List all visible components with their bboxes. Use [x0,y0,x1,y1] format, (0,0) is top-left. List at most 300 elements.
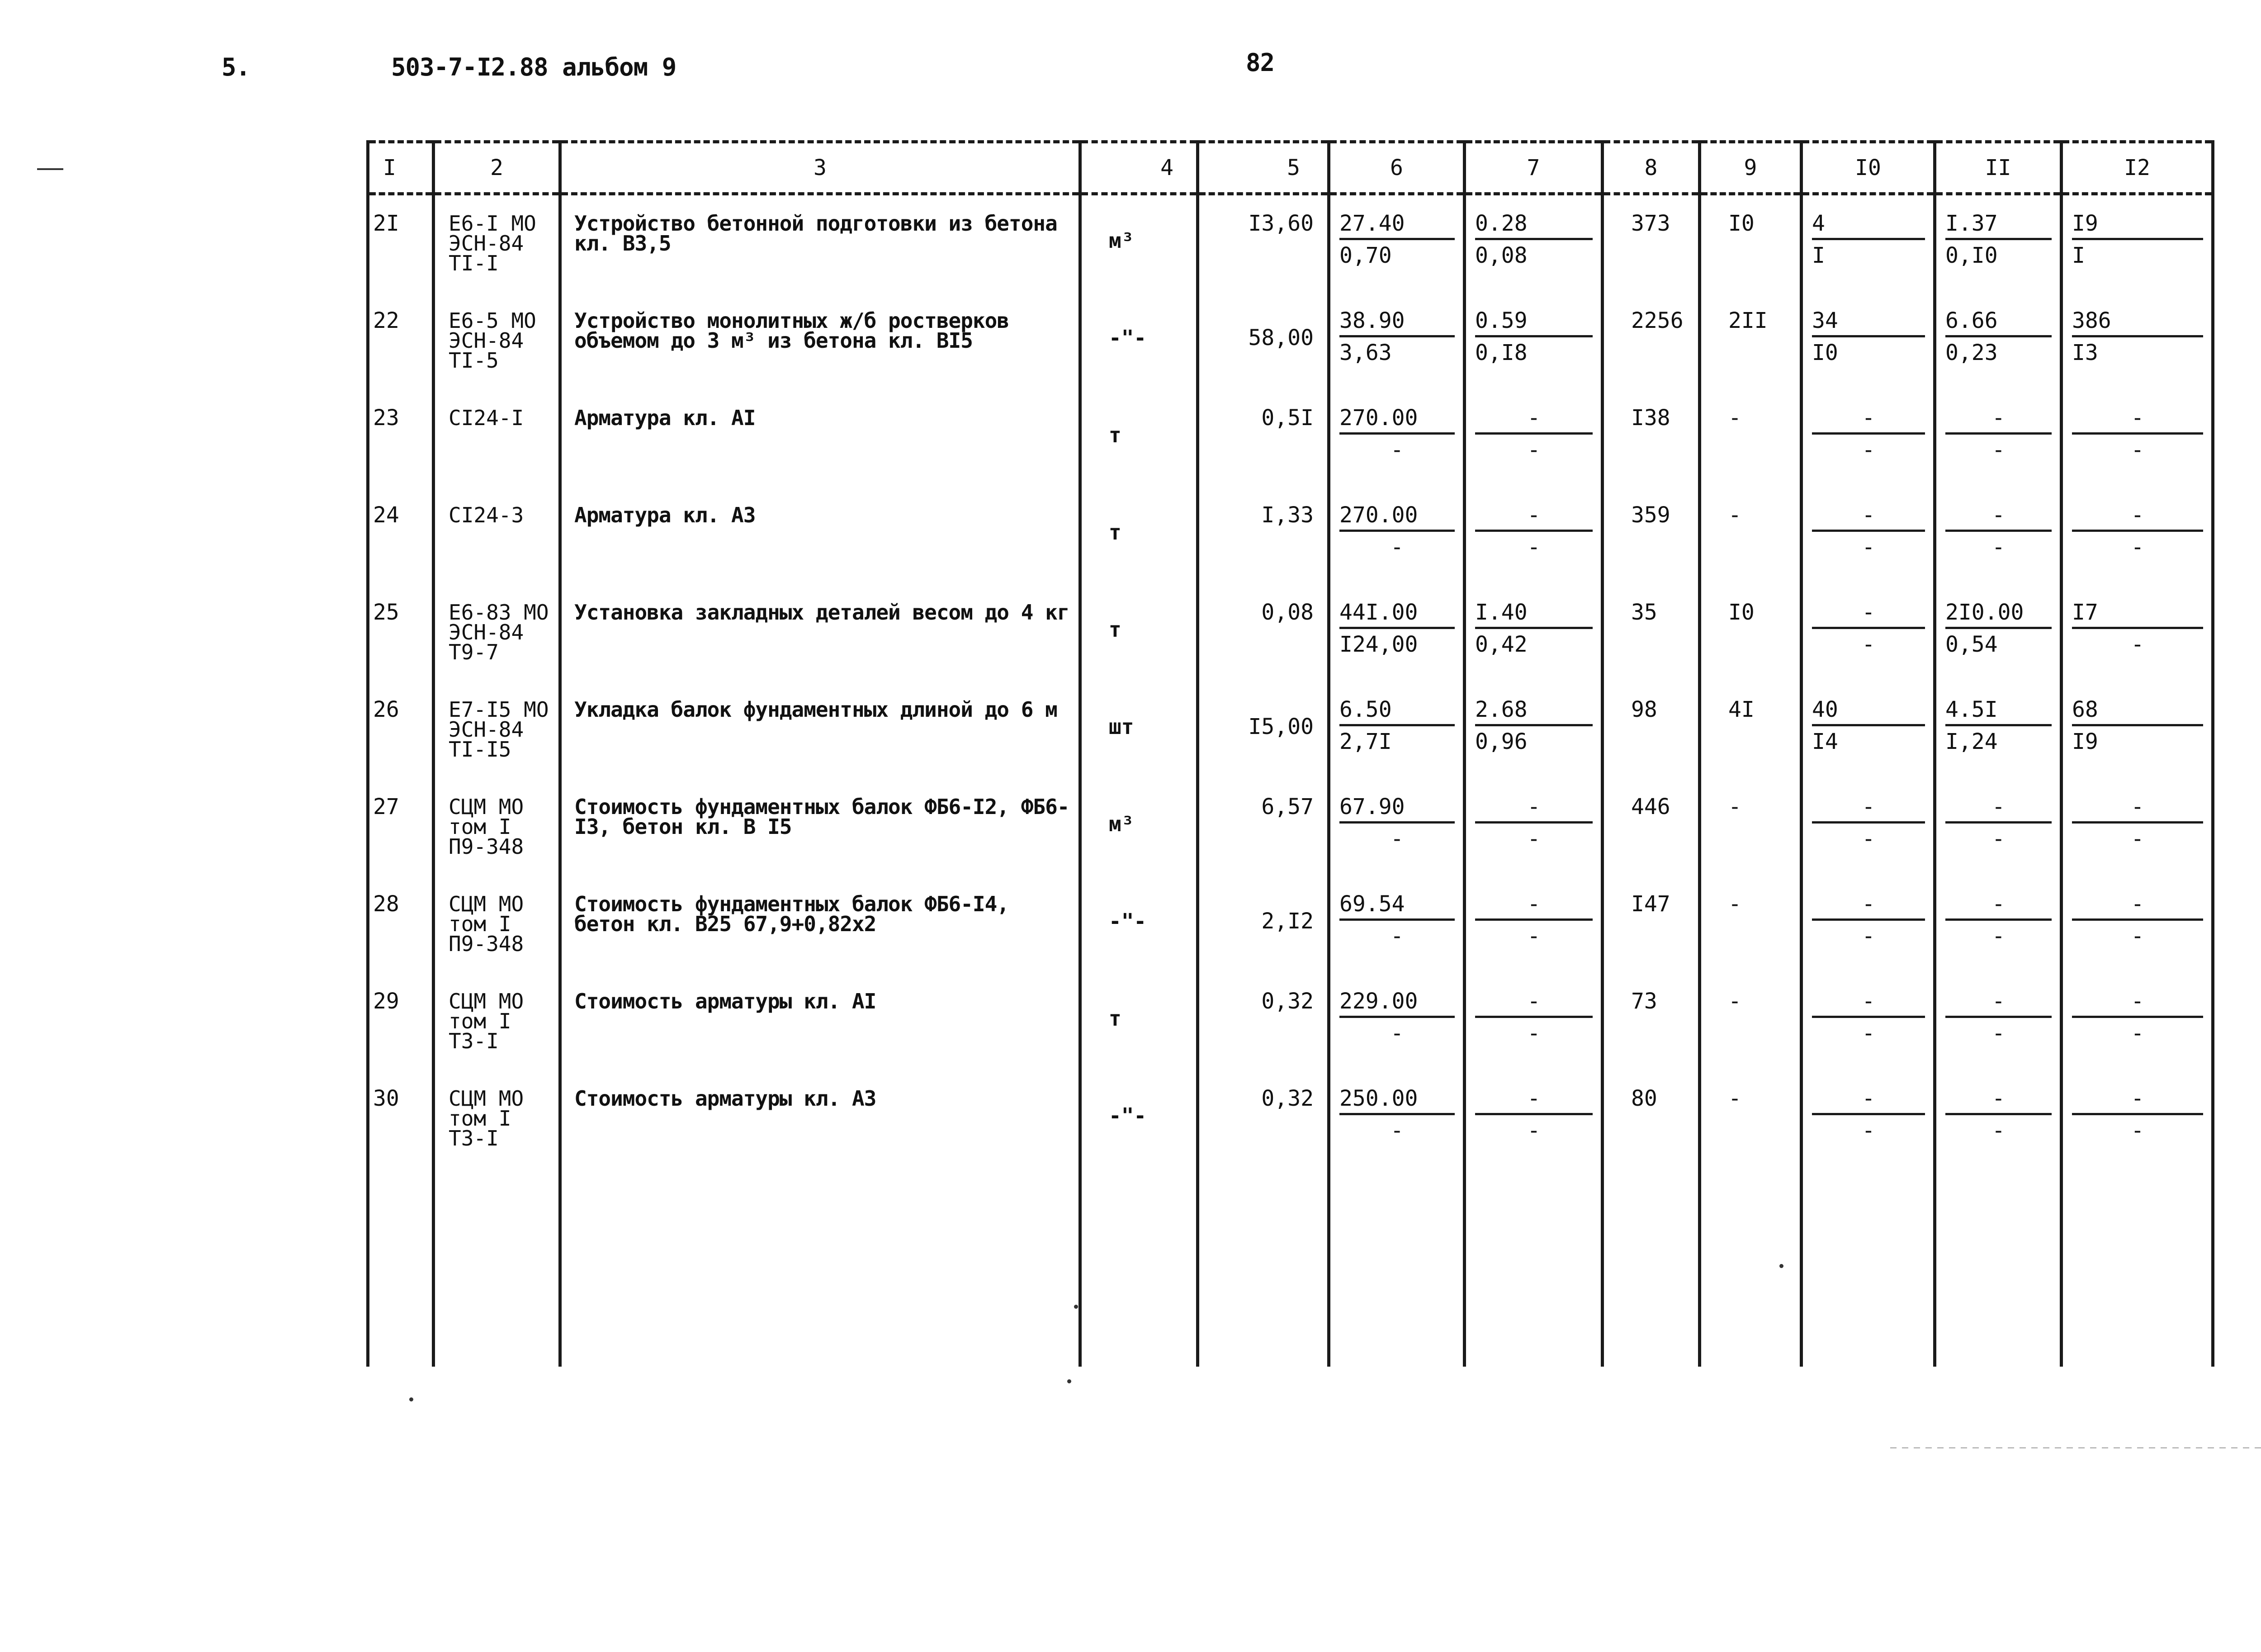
position-number: 30 [373,1086,399,1111]
cell-position [368,1070,434,1168]
cell-c6 [1329,682,1465,779]
fraction-top: 270.00 [1339,408,1455,435]
fraction-top: - [1475,505,1593,532]
fraction-top: 27.40 [1339,213,1455,240]
fraction-c7 [1466,779,1601,852]
fraction-bottom: 0,08 [1475,243,1528,268]
fraction-bottom: - [1527,923,1541,949]
table-row [368,973,2213,1070]
cell-position [368,584,434,682]
fraction-bottom: - [2131,437,2144,463]
fraction-c6 [1330,293,1463,363]
estimate-table-wrapper [366,140,2211,1425]
column-header: I2 [2062,142,2213,194]
cell-code [434,1070,560,1168]
column-header: 2 [434,142,560,194]
fraction-bottom: I0 [1812,340,1838,365]
cell-work [560,682,1080,779]
fraction-top: 386 [2072,311,2203,337]
fraction-bottom: I3 [2072,340,2098,365]
fraction-bottom: I [2072,243,2085,268]
fraction-top: - [2072,1089,2203,1115]
fraction-top: 0.28 [1475,213,1593,240]
value-c8: 373 [1631,211,1670,236]
fraction-bottom: - [1862,535,1875,560]
fraction-c10 [1803,682,1933,752]
fraction-bottom: - [1527,535,1541,560]
fraction-bottom: 0,I8 [1475,340,1528,365]
column-header: 8 [1603,142,1700,194]
fraction-bottom: - [1992,1118,2005,1143]
position-number: 28 [373,891,399,917]
fraction-top: - [1812,505,1925,532]
fraction-c10 [1803,876,1933,949]
fraction-top: - [1945,991,2052,1018]
fraction-top: 2I0.00 [1945,602,2052,629]
fraction-bottom: 0,96 [1475,729,1528,754]
cell-c12 [2062,682,2213,779]
value-c8: 35 [1631,600,1657,625]
cell-c9 [1700,293,1802,390]
fraction-top: 2.68 [1475,700,1593,726]
cell-c8 [1603,973,1700,1070]
cell-c9 [1700,876,1802,973]
cell-c7 [1465,584,1603,682]
cell-c8 [1603,487,1700,584]
cell-c11 [1935,390,2062,487]
cell-c8 [1603,293,1700,390]
fraction-c11 [1936,390,2060,463]
value-c9: - [1728,1086,1741,1111]
unit-of-measure: м³ [1109,228,1134,253]
cell-c10 [1802,779,1935,876]
value-c8: I38 [1631,405,1670,431]
work-description: Укладка балок фундаментных длиной до 6 м [574,697,1057,722]
position-number: 27 [373,794,399,819]
fraction-c7 [1466,390,1601,463]
fraction-c10 [1803,779,1933,852]
cell-code [434,682,560,779]
column-header: 5 [1198,142,1329,194]
cell-c6 [1329,194,1465,293]
column-header: 9 [1700,142,1802,194]
fraction-bottom: - [1391,1118,1404,1143]
fraction-bottom: I9 [2072,729,2098,754]
cell-unit [1080,682,1198,779]
scan-speck [1779,1264,1783,1268]
fraction-c12 [2063,390,2211,463]
cell-unit [1080,194,1198,293]
cell-c6 [1329,487,1465,584]
value-c9: - [1728,502,1741,528]
value-c8: 2256 [1631,308,1684,333]
table-row [368,293,2213,390]
unit-of-measure: т [1109,1006,1121,1031]
rate-code: Е6-5 МО ЭСН-84 ТI-5 [449,308,536,373]
cell-c12 [2062,194,2213,293]
cell-c6 [1329,584,1465,682]
column-header: 3 [560,142,1080,194]
cell-work [560,390,1080,487]
fraction-top: - [1812,1089,1925,1115]
fraction-c12 [2063,195,2211,268]
fraction-top: 270.00 [1339,505,1455,532]
cell-c7 [1465,487,1603,584]
fraction-top: - [1812,991,1925,1018]
work-description: Устройство монолитных ж/б ростверков объемом до 3 м³ из бетона кл. ВI5 [574,308,1009,353]
cell-position [368,194,434,293]
unit-of-measure: т [1109,520,1121,544]
fraction-c11 [1936,584,2060,657]
cell-unit [1080,779,1198,876]
cell-c8 [1603,779,1700,876]
unit-of-measure: -"- [1109,909,1147,933]
cell-c12 [2062,1070,2213,1168]
fraction-c10 [1803,1070,1933,1141]
cell-c9 [1700,682,1802,779]
cell-c10 [1802,390,1935,487]
cell-c10 [1802,487,1935,584]
fraction-bottom: - [2131,1118,2144,1143]
fraction-c6 [1330,584,1463,657]
fraction-c10 [1803,390,1933,463]
fraction-c6 [1330,487,1463,560]
cell-quantity [1198,293,1329,390]
fraction-c7 [1466,487,1601,560]
unit-of-measure: -"- [1109,326,1147,350]
fraction-bottom: 0,I0 [1945,243,1998,268]
cell-work [560,194,1080,293]
fraction-c6 [1330,390,1463,463]
position-number: 24 [373,502,399,528]
fraction-bottom: - [2131,826,2144,852]
rate-code: СЦМ МО том I П9-348 [449,795,524,859]
fraction-top: 229.00 [1339,991,1455,1018]
cell-c9 [1700,1070,1802,1168]
fraction-top: - [1812,894,1925,921]
fraction-c6 [1330,195,1463,268]
cell-c11 [1935,779,2062,876]
margin-dash [37,168,63,170]
document-header [0,0,2261,127]
value-c8: 73 [1631,989,1657,1014]
value-c8: I47 [1631,891,1670,917]
fraction-c6 [1330,876,1463,949]
scan-artifact-line [1890,1447,2261,1448]
value-c9: 2II [1728,308,1768,333]
column-header: 7 [1465,142,1603,194]
fraction-bottom: - [1992,923,2005,949]
cell-position [368,779,434,876]
fraction-c11 [1936,293,2060,363]
cell-c7 [1465,1070,1603,1168]
fraction-c6 [1330,779,1463,852]
cell-c10 [1802,293,1935,390]
fraction-top: 38.90 [1339,311,1455,337]
fraction-bottom: I24,00 [1339,632,1418,657]
work-description: Стоимость арматуры кл. А3 [574,1086,876,1111]
rate-code: СI24-I [449,406,524,430]
fraction-bottom: - [1862,437,1875,463]
cell-c8 [1603,876,1700,973]
fraction-top: 69.54 [1339,894,1455,921]
cell-c10 [1802,584,1935,682]
fraction-c12 [2063,682,2211,752]
work-description: Установка закладных деталей весом до 4 кг [574,600,1069,625]
cell-c7 [1465,682,1603,779]
fraction-top: - [1475,991,1593,1018]
fraction-c7 [1466,195,1601,268]
album-reference: 503-7-I2.88 альбом 9 [391,53,676,81]
fraction-top: - [1475,797,1593,824]
fraction-top: 40 [1812,700,1925,726]
cell-quantity [1198,584,1329,682]
fraction-c11 [1936,1070,2060,1141]
fraction-top: - [1945,797,2052,824]
fraction-c7 [1466,584,1601,657]
fraction-bottom: - [1992,1021,2005,1046]
fraction-c11 [1936,973,2060,1046]
cell-position [368,682,434,779]
quantity: 0,32 [1261,1086,1314,1111]
cell-c11 [1935,584,2062,682]
quantity: 2,I2 [1261,909,1314,934]
cell-position [368,390,434,487]
fraction-c6 [1330,973,1463,1046]
fraction-bottom: 0,23 [1945,340,1998,365]
fraction-top: - [1812,602,1925,629]
fraction-c10 [1803,973,1933,1046]
position-number: 29 [373,989,399,1014]
fraction-bottom: - [1862,826,1875,852]
sheet-number: 5. [222,53,251,81]
cell-c12 [2062,876,2213,973]
fraction-bottom: 3,63 [1339,340,1392,365]
cell-work [560,293,1080,390]
cell-unit [1080,584,1198,682]
rate-code: СI24-3 [449,503,524,527]
unit-of-measure: т [1109,617,1121,642]
cell-code [434,973,560,1070]
cell-quantity [1198,1070,1329,1168]
work-description: Устройство бетонной подготовки из бетона кл. В3,5 [574,211,1057,256]
cell-c11 [1935,293,2062,390]
table-row [368,682,2213,779]
fraction-c11 [1936,682,2060,752]
cell-c11 [1935,487,2062,584]
fraction-c12 [2063,487,2211,560]
cell-unit [1080,390,1198,487]
cell-work [560,487,1080,584]
rate-code: СЦМ МО том I Т3-I [449,989,524,1053]
scan-speck [409,1397,413,1401]
fraction-bottom: I,24 [1945,729,1998,754]
fraction-bottom: - [1527,437,1541,463]
fraction-top: 4 [1812,213,1925,240]
cell-work [560,779,1080,876]
fraction-c12 [2063,1070,2211,1141]
table-filler-row [368,1168,2213,1367]
rate-code: Е6-I МО ЭСН-84 ТI-I [449,211,536,275]
fraction-c12 [2063,973,2211,1046]
fraction-bottom: - [1862,923,1875,949]
cell-c7 [1465,390,1603,487]
position-number: 25 [373,600,399,625]
cell-c11 [1935,876,2062,973]
fraction-top: - [1475,894,1593,921]
cell-c11 [1935,1070,2062,1168]
fraction-top: I.37 [1945,213,2052,240]
column-header: 6 [1329,142,1465,194]
table-row [368,779,2213,876]
cell-work [560,1070,1080,1168]
fraction-top: I7 [2072,602,2203,629]
cell-c9 [1700,487,1802,584]
header-row [368,142,2213,194]
fraction-bottom: - [1391,437,1404,463]
fraction-top: 68 [2072,700,2203,726]
page-number: 82 [1246,48,1275,77]
cell-code [434,584,560,682]
fraction-c6 [1330,682,1463,752]
cell-work [560,973,1080,1070]
cell-c8 [1603,390,1700,487]
fraction-bottom: - [1391,826,1404,852]
cell-code [434,876,560,973]
cell-position [368,487,434,584]
cell-c8 [1603,194,1700,293]
quantity: 6,57 [1261,794,1314,819]
value-c9: - [1728,405,1741,431]
fraction-bottom: - [2131,1021,2144,1046]
value-c9: - [1728,989,1741,1014]
quantity: 0,08 [1261,600,1314,625]
quantity: 0,32 [1261,989,1314,1014]
cell-c9 [1700,973,1802,1070]
fraction-bottom: I [1812,243,1825,268]
table-body [368,194,2213,1367]
cell-unit [1080,1070,1198,1168]
cell-c10 [1802,876,1935,973]
cell-c9 [1700,779,1802,876]
quantity: I,33 [1261,502,1314,528]
cell-quantity [1198,779,1329,876]
cell-c6 [1329,293,1465,390]
fraction-top: - [2072,894,2203,921]
cell-quantity [1198,487,1329,584]
rate-code: Е7-I5 МО ЭСН-84 ТI-I5 [449,697,549,762]
fraction-c7 [1466,293,1601,363]
value-c8: 359 [1631,502,1670,528]
fraction-top: 250.00 [1339,1089,1455,1115]
fraction-top: I9 [2072,213,2203,240]
cell-quantity [1198,876,1329,973]
cell-c11 [1935,682,2062,779]
fraction-bottom: - [1527,1021,1541,1046]
cell-c7 [1465,293,1603,390]
fraction-top: - [1945,1089,2052,1115]
cell-c6 [1329,973,1465,1070]
estimate-table [366,140,2214,1367]
fraction-top: 34 [1812,311,1925,337]
cell-c12 [2062,293,2213,390]
fraction-bottom: 0,54 [1945,632,1998,657]
value-c9: - [1728,891,1741,917]
fraction-bottom: - [1992,437,2005,463]
value-c8: 446 [1631,794,1670,819]
fraction-bottom: - [1391,923,1404,949]
cell-c7 [1465,194,1603,293]
fraction-bottom: - [1862,1021,1875,1046]
cell-position [368,876,434,973]
fraction-c6 [1330,1070,1463,1141]
fraction-c12 [2063,293,2211,363]
fraction-c12 [2063,779,2211,852]
table-row [368,390,2213,487]
cell-code [434,293,560,390]
fraction-bottom: - [2131,923,2144,949]
fraction-bottom: - [1862,1118,1875,1143]
fraction-c12 [2063,584,2211,657]
fraction-top: 6.50 [1339,700,1455,726]
fraction-bottom: - [1527,1118,1541,1143]
fraction-c11 [1936,779,2060,852]
fraction-bottom: - [1527,826,1541,852]
cell-c10 [1802,1070,1935,1168]
cell-c11 [1935,973,2062,1070]
cell-c10 [1802,973,1935,1070]
cell-unit [1080,487,1198,584]
quantity: I5,00 [1248,714,1314,739]
cell-unit [1080,876,1198,973]
cell-c8 [1603,682,1700,779]
table-row [368,194,2213,293]
fraction-c12 [2063,876,2211,949]
cell-code [434,779,560,876]
work-description: Арматура кл. АI [574,406,756,430]
fraction-c10 [1803,487,1933,560]
fraction-c11 [1936,195,2060,268]
cell-unit [1080,293,1198,390]
work-description: Стоимость арматуры кл. АI [574,989,876,1013]
fraction-bottom: - [1862,632,1875,657]
table-row [368,487,2213,584]
cell-c7 [1465,973,1603,1070]
fraction-bottom: 2,7I [1339,729,1392,754]
cell-c9 [1700,194,1802,293]
unit-of-measure: т [1109,423,1121,447]
fraction-bottom: 0,42 [1475,632,1528,657]
fraction-top: - [1945,894,2052,921]
cell-c6 [1329,876,1465,973]
fraction-bottom: - [1992,535,2005,560]
cell-code [434,487,560,584]
table-row [368,1070,2213,1168]
value-c8: 80 [1631,1086,1657,1111]
work-description: Стоимость фундаментных балок ФБ6-I4, бетон кл. В25 67,9+0,82х2 [574,892,1009,936]
cell-work [560,876,1080,973]
column-header: I0 [1802,142,1935,194]
table-row [368,584,2213,682]
fraction-bottom: I4 [1812,729,1838,754]
quantity: I3,60 [1248,211,1314,236]
fraction-bottom: 0,70 [1339,243,1392,268]
fraction-c7 [1466,682,1601,752]
fraction-top: - [2072,505,2203,532]
fraction-top: - [1812,797,1925,824]
fraction-c10 [1803,195,1933,268]
value-c9: 4I [1728,697,1755,722]
